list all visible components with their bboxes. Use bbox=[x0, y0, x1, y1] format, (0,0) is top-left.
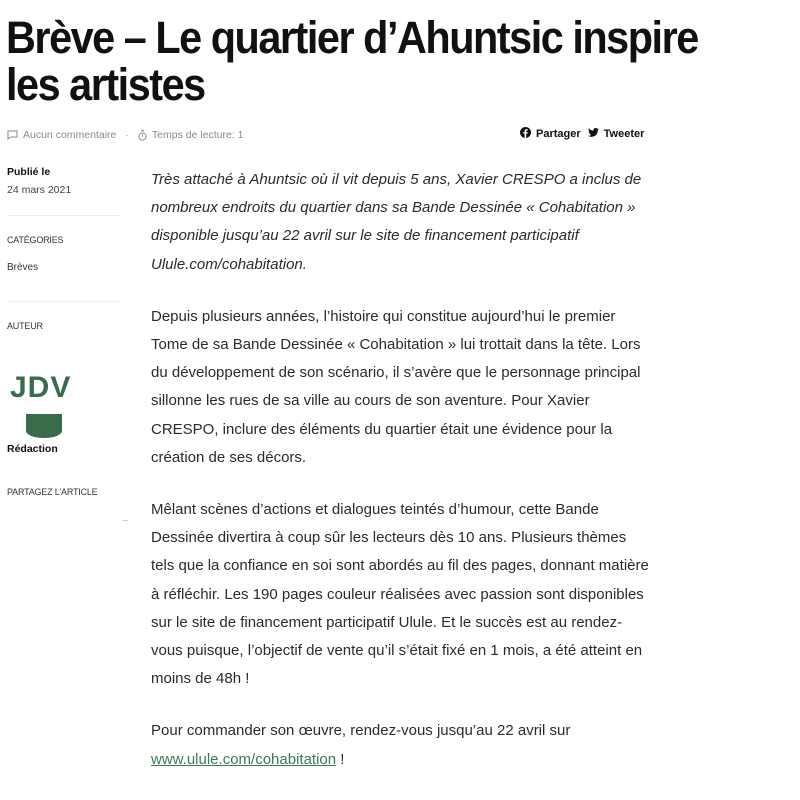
share-facebook-button[interactable] bbox=[520, 127, 581, 141]
share-facebook-label: Partager bbox=[536, 128, 581, 140]
meta-separator: · bbox=[125, 129, 129, 141]
divider bbox=[7, 215, 120, 216]
closing-text: Pour commander son œuvre, rendez-vous jusqu’au 22 avril sur bbox=[151, 722, 571, 740]
published-date: 24 mars 2021 bbox=[7, 184, 72, 196]
twitter-icon bbox=[588, 128, 599, 140]
body-paragraph: Mêlant scènes d’actions et dialogues teintés d’humour, cette Bande Dessinée divertira à coup sûr les lecteurs dès 10 ans. Plusieurs thèmes tels que la confiance en soi sont abordés au fil des pages, donnant matière à réfléchir. Les 190 pages couleur réalisées avec passion sont disponibles sur le site de financement participatif Ulule. Et le succès est au rendez-vous puisque, l’objectif de vente qu’il s’était fixé en 1 mois, a été atteint en moins de 48h ! bbox=[151, 501, 649, 688]
reading-time: Temps de lecture: 1 bbox=[151, 129, 244, 141]
stopwatch-icon bbox=[138, 130, 147, 141]
article-body bbox=[151, 166, 651, 796]
facebook-icon bbox=[520, 127, 531, 141]
share-twitter-label: Tweeter bbox=[603, 128, 645, 140]
share-twitter-button[interactable] bbox=[588, 128, 645, 140]
body-paragraph: Depuis plusieurs années, l’histoire qui constitue aujourd’hui le premier Tome de sa Bande Dessinée « Cohabitation » lui trottait dans la tête. Lors du développement de son scénario, il s’avère que le personnage principal sillonne les rues de sa ville au cours de son aventure. Pour Xavier CRESPO, inclure des éléments du quartier était une évidence pour la création de ses décors. bbox=[151, 307, 641, 466]
article-sidebar bbox=[7, 166, 120, 331]
logo-text: JDV bbox=[10, 371, 72, 404]
published-label: Publié le bbox=[7, 166, 51, 178]
author-name[interactable]: Rédaction bbox=[7, 443, 58, 455]
categories-label: CATÉGORIES bbox=[7, 235, 64, 245]
lead-paragraph: Très attaché à Ahuntsic où il vit depuis 5 ans, Xavier CRESPO a inclus de nombreux endroits du quartier dans sa Bande Dessinée « Cohabitation » disponible jusqu’au 22 avril sur le site de financement participatif Ulule.com/cohabitation. bbox=[151, 171, 642, 273]
comments-count[interactable]: Aucun commentaire bbox=[23, 129, 117, 141]
ulule-link[interactable]: www.ulule.com/cohabitation bbox=[151, 750, 337, 768]
article-meta bbox=[7, 128, 244, 142]
logo-shield-icon bbox=[26, 414, 62, 438]
decorative-mark bbox=[123, 520, 128, 521]
author-label: AUTEUR bbox=[7, 321, 43, 331]
share-article-label: PARTAGEZ L'ARTICLE bbox=[7, 487, 98, 497]
comment-icon bbox=[7, 130, 18, 140]
closing-paragraph bbox=[151, 717, 581, 773]
share-bar bbox=[520, 127, 646, 141]
article-title: Brève – Le quartier d’Ahuntsic inspire les artistes bbox=[6, 12, 698, 110]
category-link[interactable]: Brèves bbox=[7, 262, 39, 273]
closing-end: ! bbox=[336, 750, 345, 768]
divider bbox=[7, 301, 120, 302]
author-logo[interactable] bbox=[10, 373, 82, 443]
